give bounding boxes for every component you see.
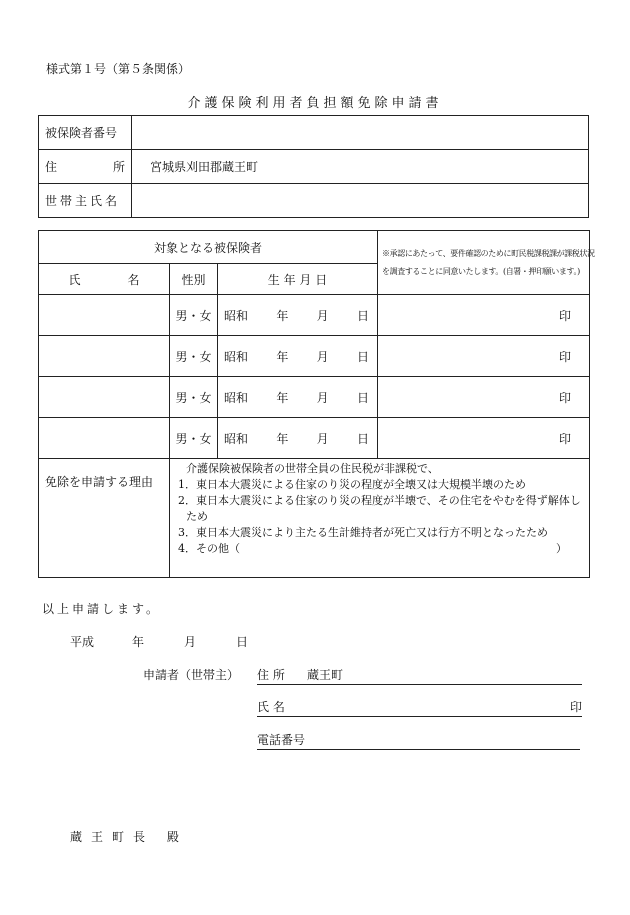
seal-cell[interactable]: 印 <box>378 377 590 418</box>
target-insured-header: 対象となる被保険者 <box>39 231 378 264</box>
name-cell[interactable] <box>39 336 170 377</box>
address-label <box>39 150 132 184</box>
applicant-phone-field[interactable] <box>257 731 580 750</box>
document-title: 介護保険利用者負担額免除申請書 <box>187 96 443 111</box>
address-field[interactable] <box>132 150 589 184</box>
col-gender-header: 性別 <box>170 264 218 295</box>
reason-option-4[interactable]: 4．その他（ ） <box>178 542 568 555</box>
applicant-address-value: 蔵王町 <box>307 668 344 682</box>
seal-cell[interactable]: 印 <box>378 295 590 336</box>
col-birthdate-header: 生 年 月 日 <box>218 264 378 295</box>
applicant-seal: 印 <box>569 700 582 714</box>
table-row <box>39 295 590 336</box>
birthdate-cell[interactable]: 昭和 年 月 日 <box>218 295 378 336</box>
insured-number-field[interactable] <box>132 116 589 150</box>
gender-cell[interactable]: 男・女 <box>170 377 218 418</box>
address-label-char-1: 住 <box>45 160 58 174</box>
gender-cell[interactable]: 男・女 <box>170 336 218 377</box>
applicant-name-field[interactable] <box>257 698 582 717</box>
reason-option-2[interactable]: 2．東日本大震災による住家のり災の程度が半壊で、その住宅をやむを得ず解体し <box>178 494 581 507</box>
reason-option-2-cont: ため <box>186 510 208 523</box>
address-label-char-2: 所 <box>112 160 125 174</box>
consent-note: ※承認にあたって、要件確認のために町民税課税課が課税状況 を調査することに同意いたします。(自署・押印願います。) <box>378 231 590 295</box>
table-row <box>39 418 590 459</box>
birthdate-cell[interactable]: 昭和 年 月 日 <box>218 336 378 377</box>
name-cell[interactable] <box>39 418 170 459</box>
reason-option-3[interactable]: 3．東日本大震災により主たる生計維持者が死亡又は行方不明となったため <box>178 526 548 539</box>
applicant-address-label: 住 所 <box>257 668 285 682</box>
applicant-name-label: 氏 名 <box>257 700 285 714</box>
reason-intro: 介護保険被保険者の世帯全員の住民税が非課税で、 <box>186 462 439 475</box>
reason-option-1[interactable]: 1．東日本大震災による住家のり災の程度が全壊又は大規模半壊のため <box>178 478 526 491</box>
table-row <box>39 377 590 418</box>
birthdate-cell[interactable]: 昭和 年 月 日 <box>218 377 378 418</box>
reason-label: 免除を申請する理由 <box>39 459 170 578</box>
seal-cell[interactable]: 印 <box>378 336 590 377</box>
applicant-label: 申請者（世帯主） <box>143 668 240 682</box>
head-of-household-field[interactable] <box>132 184 589 218</box>
insured-persons-table <box>38 230 595 578</box>
seal-cell[interactable]: 印 <box>378 418 590 459</box>
applicant-phone-label: 電話番号 <box>257 733 306 747</box>
header-table <box>38 115 589 218</box>
head-of-household-label: 世帯主氏名 <box>39 184 132 218</box>
form-number: 様式第１号（第５条関係） <box>46 62 191 76</box>
insured-number-label: 被保険者番号 <box>39 116 132 150</box>
col-name-header: 氏 名 <box>39 264 170 295</box>
name-cell[interactable] <box>39 295 170 336</box>
name-cell[interactable] <box>39 377 170 418</box>
reason-options[interactable] <box>170 459 590 578</box>
birthdate-cell[interactable]: 昭和 年 月 日 <box>218 418 378 459</box>
applicant-address-field[interactable] <box>257 666 582 685</box>
gender-cell[interactable]: 男・女 <box>170 295 218 336</box>
recipient: 蔵王町長 殿 <box>70 830 188 844</box>
table-row <box>39 336 590 377</box>
declaration: 以上申請します。 <box>42 602 162 616</box>
application-date[interactable]: 平成 年 月 日 <box>70 635 249 649</box>
address-value: 宮城県刈田郡蔵王町 <box>150 160 259 174</box>
gender-cell[interactable]: 男・女 <box>170 418 218 459</box>
